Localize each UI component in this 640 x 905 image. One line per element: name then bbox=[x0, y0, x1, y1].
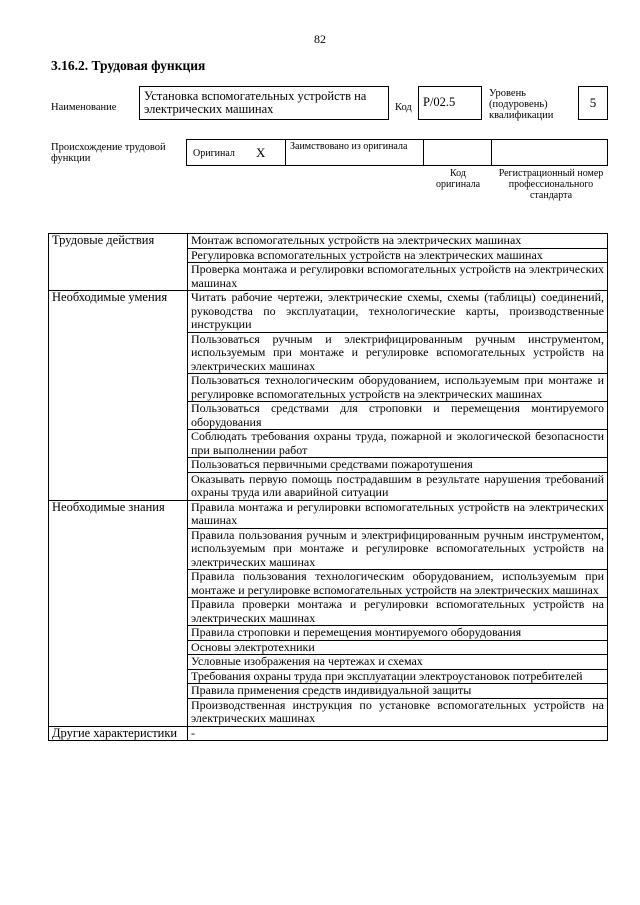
item-cell: Пользоваться первичными средствами пожаротушения bbox=[188, 458, 608, 473]
origin-divider-3 bbox=[491, 139, 492, 166]
code-value-box bbox=[418, 86, 482, 120]
category-cell: Другие характеристики bbox=[49, 726, 188, 741]
level-label: Уровень (подуровень) квалификации bbox=[489, 88, 554, 121]
item-cell: Пользоваться ручным и электрифицированным ручным инструментом, используемым при монтаже и регулировке вспомогательных устройств на электрических машинах bbox=[188, 332, 608, 374]
category-cell: Трудовые действия bbox=[49, 234, 188, 291]
origin-label: Происхождение трудовой функции bbox=[51, 142, 166, 164]
item-cell: - bbox=[188, 726, 608, 741]
item-cell: Основы электротехники bbox=[188, 640, 608, 655]
item-cell: Условные изображения на чертежах и схемах bbox=[188, 655, 608, 670]
page-number: 82 bbox=[314, 32, 326, 46]
code-original-caption: Код оригинала bbox=[435, 168, 481, 190]
item-cell: Соблюдать требования охраны труда, пожарной и экологической безопасности при выполнении работ bbox=[188, 430, 608, 458]
level-value: 5 bbox=[589, 95, 597, 110]
item-cell: Правила строповки и перемещения монтируемого оборудования bbox=[188, 626, 608, 641]
table-row bbox=[49, 291, 608, 333]
original-label: Оригинал bbox=[193, 148, 235, 159]
code-value: P/02.5 bbox=[423, 95, 456, 109]
code-label: Код bbox=[395, 102, 412, 113]
name-label: Наименование bbox=[51, 102, 117, 113]
item-cell: Правила монтажа и регулировки вспомогательных устройств на электрических машинах bbox=[188, 500, 608, 528]
item-cell: Оказывать первую помощь пострадавшим в результате нарушения требований охраны труда или аварийной ситуации bbox=[188, 472, 608, 500]
item-cell: Пользоваться технологическим оборудованием, используемым при монтаже и регулировке вспомогательных устройств на электрических машинах bbox=[188, 374, 608, 402]
name-value: Установка вспомогательных устройств на электрических машинах bbox=[144, 89, 367, 116]
item-cell: Монтаж вспомогательных устройств на электрических машинах bbox=[188, 234, 608, 249]
item-cell: Проверка монтажа и регулировки вспомогательных устройств на электрических машинах bbox=[188, 263, 608, 291]
table-row bbox=[49, 500, 608, 528]
item-cell: Пользоваться средствами для строповки и перемещения монтируемого оборудования bbox=[188, 402, 608, 430]
section-title: 3.16.2. Трудовая функция bbox=[51, 58, 206, 73]
item-cell: Читать рабочие чертежи, электрические схемы, схемы (таблицы) соединений, руководства по эксплуатации, технологические карты, производственные инструкции bbox=[188, 291, 608, 333]
item-cell: Правила проверки монтажа и регулировки вспомогательных устройств на электрических машинах bbox=[188, 598, 608, 626]
reg-number-caption: Регистрационный номер профессионального стандарта bbox=[498, 168, 604, 201]
name-value-box bbox=[139, 86, 389, 120]
item-cell: Производственная инструкция по установке вспомогательных устройств на электрических машинах bbox=[188, 698, 608, 726]
item-cell: Требования охраны труда при эксплуатации электроустановок потребителей bbox=[188, 669, 608, 684]
table-row bbox=[49, 726, 608, 741]
original-mark: X bbox=[256, 145, 266, 160]
item-cell: Правила применения средств индивидуальной защиты bbox=[188, 684, 608, 699]
origin-divider-2 bbox=[423, 139, 424, 166]
item-cell: Правила пользования ручным и электрифицированным ручным инструментом, используемым при монтаже и регулировке вспомогательных устройств на электрических машинах bbox=[188, 528, 608, 570]
origin-divider-1 bbox=[285, 139, 286, 166]
item-cell: Регулировка вспомогательных устройств на электрических машинах bbox=[188, 248, 608, 263]
level-value-box bbox=[578, 86, 608, 120]
labor-function-table bbox=[48, 233, 608, 741]
table-row bbox=[49, 234, 608, 249]
borrowed-label: Заимствовано из оригинала bbox=[290, 141, 408, 152]
category-cell: Необходимые умения bbox=[49, 291, 188, 501]
category-cell: Необходимые знания bbox=[49, 500, 188, 726]
item-cell: Правила пользования технологическим оборудованием, используемым при монтаже и регулировке вспомогательных устройств на электрических машинах bbox=[188, 570, 608, 598]
